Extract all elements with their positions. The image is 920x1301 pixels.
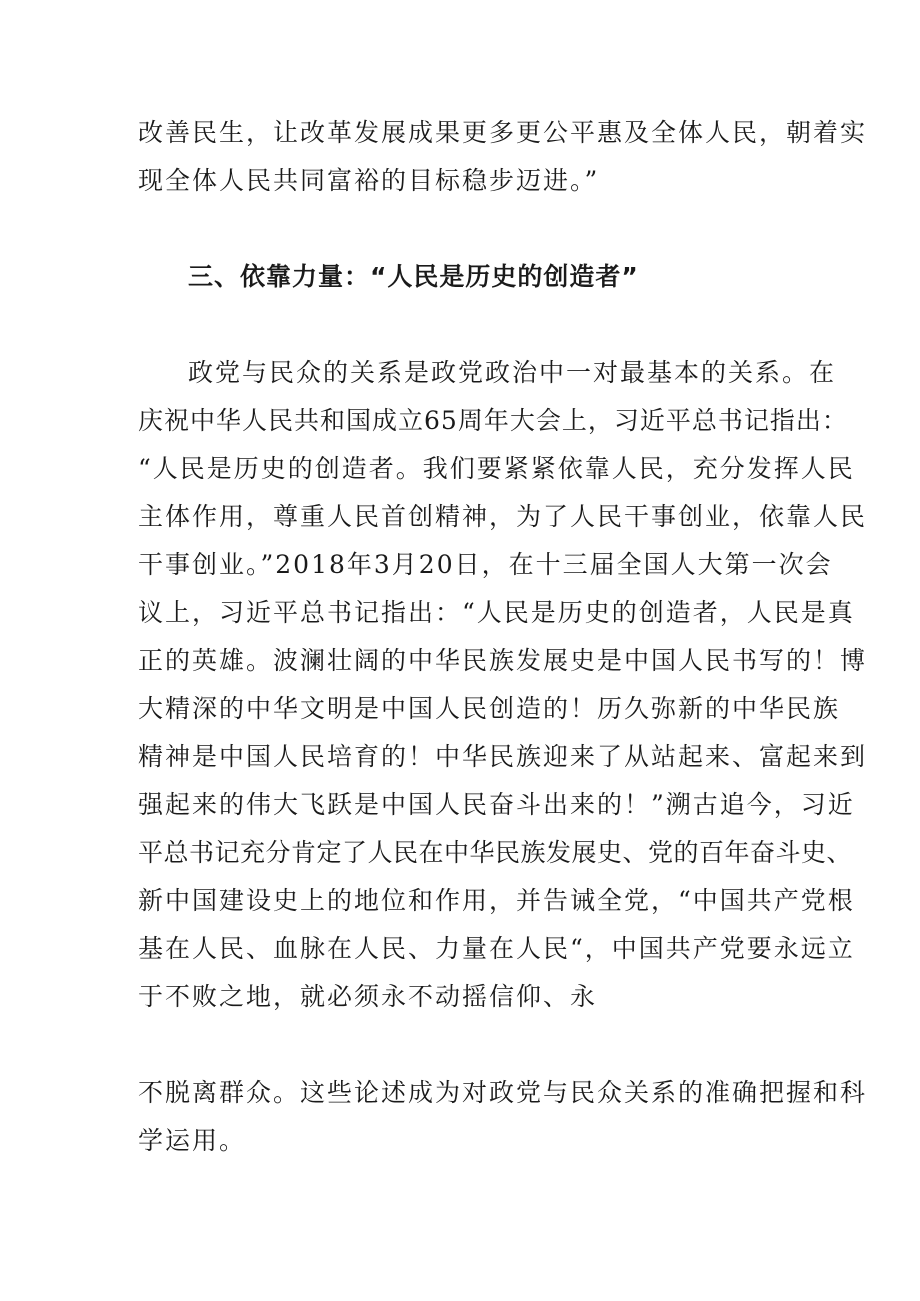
text-line: 干事创业。”2018年3月20日，在十三届全国人大第一次会 (138, 550, 833, 579)
text-line: 基在人民、血脉在人民、力量在人民“，中国共产党要永远立 (138, 934, 855, 963)
text-line: 于不败之地，就必须永不动摇信仰、永 (138, 982, 598, 1011)
text-line: 议上，习近平总书记指出：“人民是历史的创造者，人民是真 (138, 598, 855, 627)
text-line: 学运用。 (138, 1126, 247, 1155)
text-line: 新中国建设史上的地位和作用，并告诫全党，“中国共产党根 (138, 886, 855, 915)
text-line: 改善民生，让改革发展成果更多更公平惠及全体人民，朝着实 (138, 118, 868, 147)
text-line: 主体作用，尊重人民首创精神，为了人民干事创业，依靠人民 (138, 502, 868, 531)
text-line: 精神是中国人民培育的！中华民族迎来了从站起来、富起来到 (138, 742, 868, 771)
text-line: 不脱离群众。这些论述成为对政党与民众关系的准确把握和科 (138, 1078, 868, 1107)
text-line: 现全体人民共同富裕的目标稳步迈进。” (138, 166, 600, 195)
text-line: “人民是历史的创造者。我们要紧紧依靠人民，充分发挥人民 (138, 454, 855, 483)
text-line: 庆祝中华人民共和国成立65周年大会上，习近平总书记指出： (138, 406, 848, 435)
text-line: 政党与民众的关系是政党政治中一对最基本的关系。在 (188, 358, 837, 387)
text-line: 大精深的中华文明是中国人民创造的！历久弥新的中华民族 (138, 694, 841, 723)
section-heading: 三、依靠力量：“人民是历史的创造者” (188, 262, 639, 291)
text-line: 正的英雄。波澜壮阔的中华民族发展史是中国人民书写的！博 (138, 646, 868, 675)
text-line: 平总书记充分肯定了人民在中华民族发展史、党的百年奋斗史、 (138, 838, 853, 867)
text-line: 强起来的伟大飞跃是中国人民奋斗出来的！”溯古追今，习近 (138, 790, 855, 819)
